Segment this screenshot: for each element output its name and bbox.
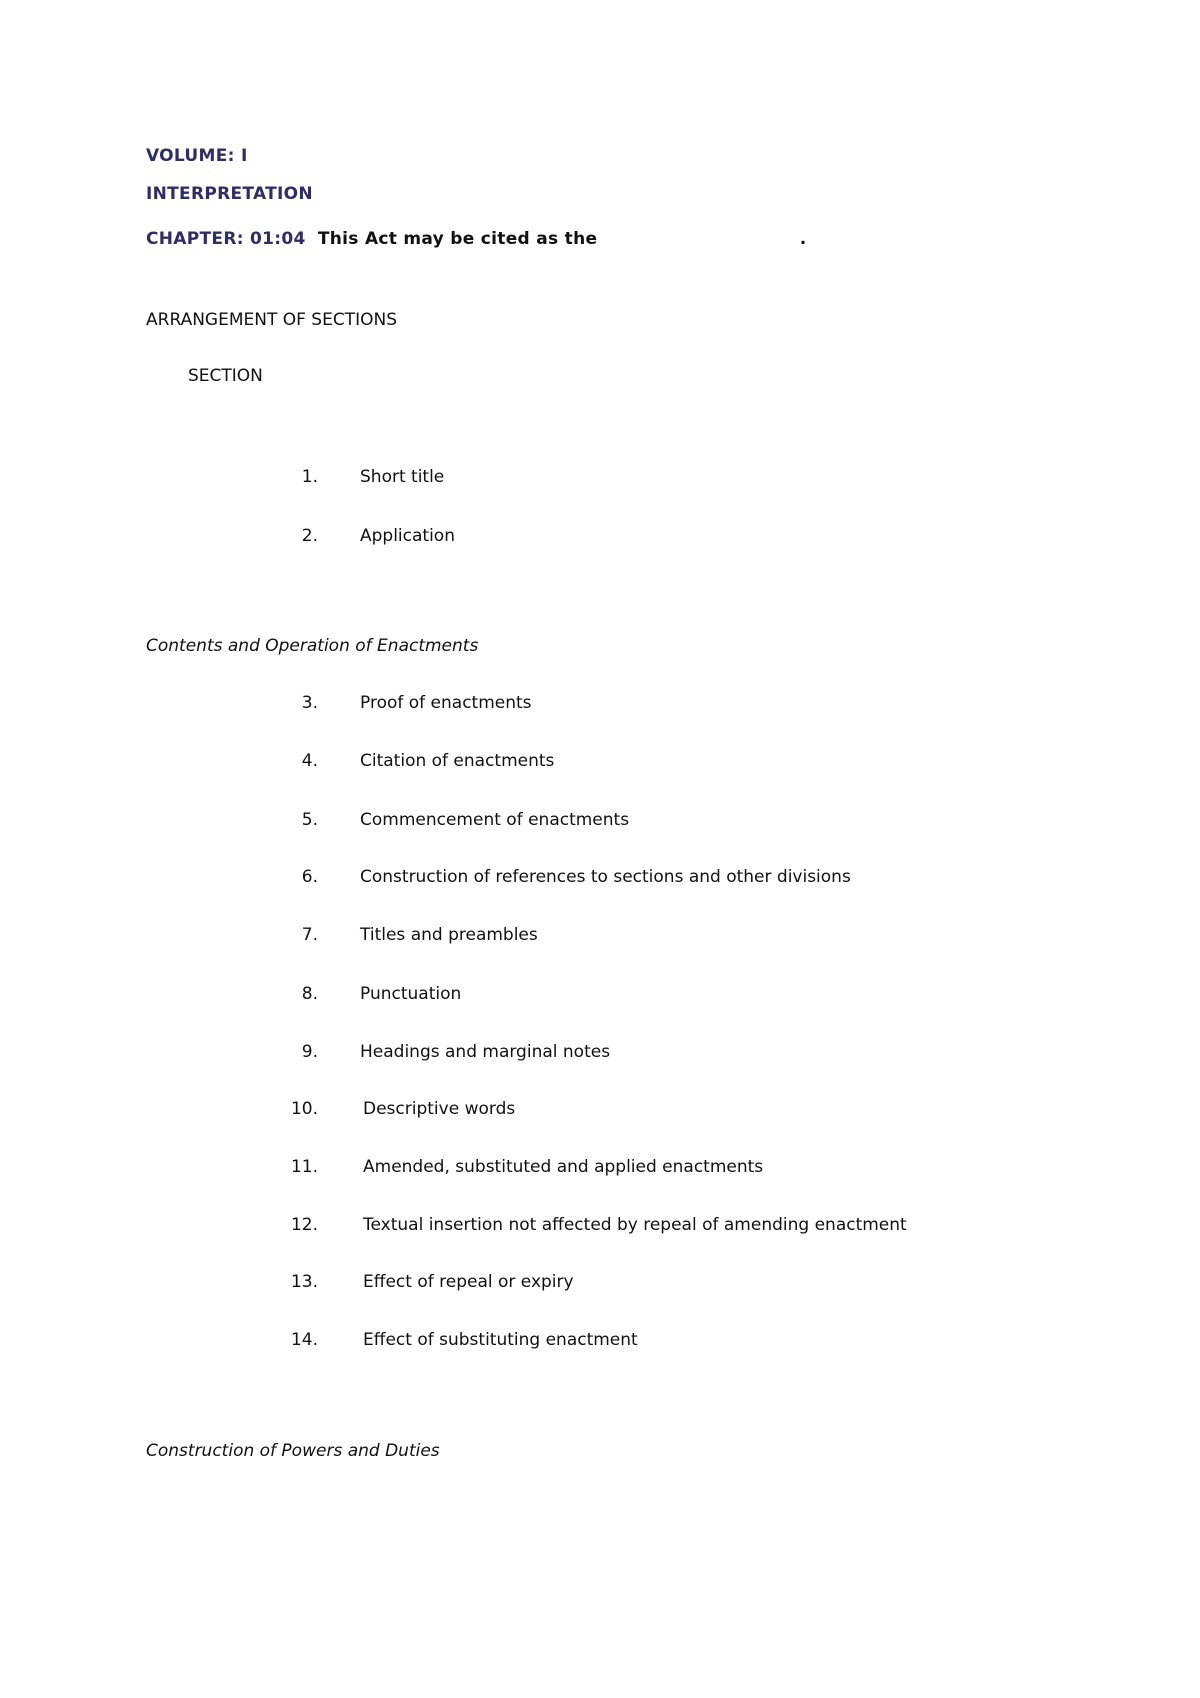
section-row	[0, 1157, 1200, 1183]
arrangement-heading: ARRANGEMENT OF SECTIONS	[146, 310, 397, 330]
section-title: Titles and preambles	[360, 925, 538, 945]
section-row	[0, 1272, 1200, 1298]
section-number: 5.	[301, 810, 318, 830]
section-title: Construction of references to sections and other divisions	[360, 867, 851, 887]
section-row	[0, 810, 1200, 836]
section-number: 7.	[301, 925, 318, 945]
section-title: Descriptive words	[363, 1099, 516, 1119]
section-row	[0, 1215, 1200, 1241]
section-number: 3.	[301, 693, 318, 713]
section-number: 10.	[290, 1099, 318, 1119]
section-column-label: SECTION	[188, 366, 263, 386]
section-number: 2.	[301, 526, 318, 546]
section-row	[0, 1042, 1200, 1068]
section-row	[0, 1330, 1200, 1356]
group-heading: Construction of Powers and Duties	[146, 1441, 440, 1461]
section-number: 4.	[301, 751, 318, 771]
section-number: 12.	[290, 1215, 318, 1235]
section-number: 13.	[290, 1272, 318, 1292]
citation-period: .	[799, 229, 807, 249]
section-title: Effect of substituting enactment	[363, 1330, 638, 1350]
section-row	[0, 1099, 1200, 1125]
citation-text: This Act may be cited as the	[317, 229, 598, 249]
section-title: Effect of repeal or expiry	[363, 1272, 574, 1292]
section-title: Short title	[360, 467, 445, 487]
section-row	[0, 467, 1200, 493]
section-title: Application	[360, 526, 455, 546]
section-number: 11.	[290, 1157, 318, 1177]
section-row	[0, 984, 1200, 1010]
chapter-number: CHAPTER: 01:04	[146, 229, 306, 249]
section-title: Textual insertion not affected by repeal of amending enactment	[363, 1215, 907, 1235]
section-number: 9.	[301, 1042, 318, 1062]
section-number: 14.	[290, 1330, 318, 1350]
section-number: 8.	[301, 984, 318, 1004]
section-title: Punctuation	[360, 984, 462, 1004]
section-title: Citation of enactments	[360, 751, 555, 771]
section-row	[0, 867, 1200, 893]
volume-heading: VOLUME: I	[146, 146, 248, 166]
section-title: Proof of enactments	[360, 693, 532, 713]
group-heading: Contents and Operation of Enactments	[146, 636, 479, 656]
chapter-heading	[146, 229, 807, 249]
section-number: 1.	[301, 467, 318, 487]
subject-heading: INTERPRETATION	[146, 184, 313, 204]
section-row	[0, 693, 1200, 719]
section-title: Amended, substituted and applied enactments	[363, 1157, 764, 1177]
section-row	[0, 925, 1200, 951]
section-number: 6.	[301, 867, 318, 887]
section-row	[0, 526, 1200, 552]
section-title: Commencement of enactments	[360, 810, 630, 830]
section-row	[0, 751, 1200, 777]
section-title: Headings and marginal notes	[360, 1042, 611, 1062]
